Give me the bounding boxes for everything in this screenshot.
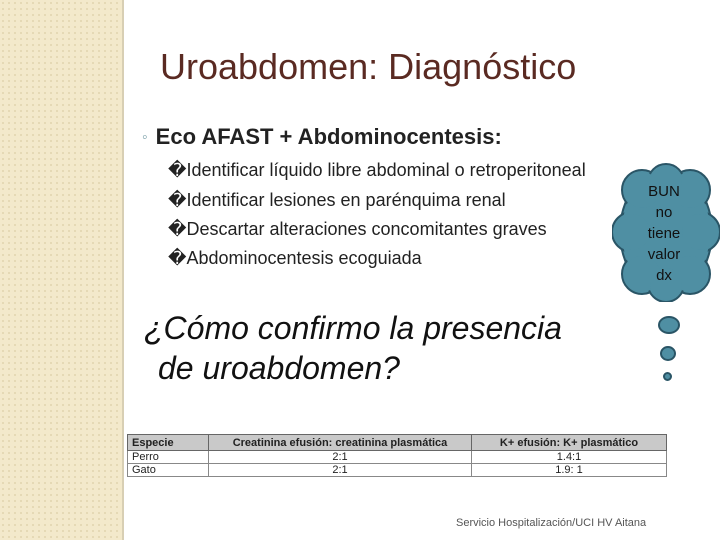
question-line: ¿Cómo confirmo la presencia: [144, 310, 562, 346]
thought-bubble-dot: [663, 372, 672, 381]
sub-item: �Descartar alteraciones concomitantes graves: [168, 219, 547, 239]
table-cell: 1.9: 1: [472, 464, 667, 477]
question-text: [144, 308, 562, 388]
callout-line: dx: [656, 267, 672, 284]
callout-line: BUN: [648, 183, 680, 200]
callout-line: no: [655, 204, 673, 221]
table-cell: 2:1: [209, 464, 472, 477]
column-header: Creatinina efusión: creatinina plasmática: [209, 435, 472, 451]
left-band-divider: [122, 0, 124, 540]
bullet-marker-icon: ◦: [142, 129, 148, 146]
table-header-row: [128, 435, 667, 451]
callout-line: valor: [647, 246, 681, 263]
sub-item: �Abdominocentesis ecoguiada: [168, 248, 422, 268]
main-bullet-text: Eco AFAST + Abdominocentesis:: [155, 124, 502, 149]
table-row: [128, 451, 667, 464]
sub-item: �Identificar lesiones en parénquima renal: [168, 190, 506, 210]
column-header: Especie: [128, 435, 209, 451]
ratio-table: [127, 434, 667, 477]
slide-title: Uroabdomen: Diagnóstico: [160, 46, 577, 87]
table-row: [128, 464, 667, 477]
decorative-left-band: [0, 0, 122, 540]
main-bullet: [142, 124, 502, 150]
callout-line: tiene: [647, 225, 681, 242]
callout-text: [628, 181, 700, 286]
table-cell: Gato: [128, 464, 209, 477]
thought-bubble-dot: [658, 316, 680, 334]
column-header: K+ efusión: K+ plasmático: [472, 435, 667, 451]
thought-bubble-dot: [660, 346, 676, 361]
sub-item: �Identificar líquido libre abdominal o retroperitoneal: [168, 160, 586, 180]
question-line: de uroabdomen?: [158, 350, 400, 386]
footer-credit: Servicio Hospitalización/UCI HV Aitana: [456, 517, 647, 529]
table-cell: Perro: [128, 451, 209, 464]
table-cell: 2:1: [209, 451, 472, 464]
table-cell: 1.4:1: [472, 451, 667, 464]
